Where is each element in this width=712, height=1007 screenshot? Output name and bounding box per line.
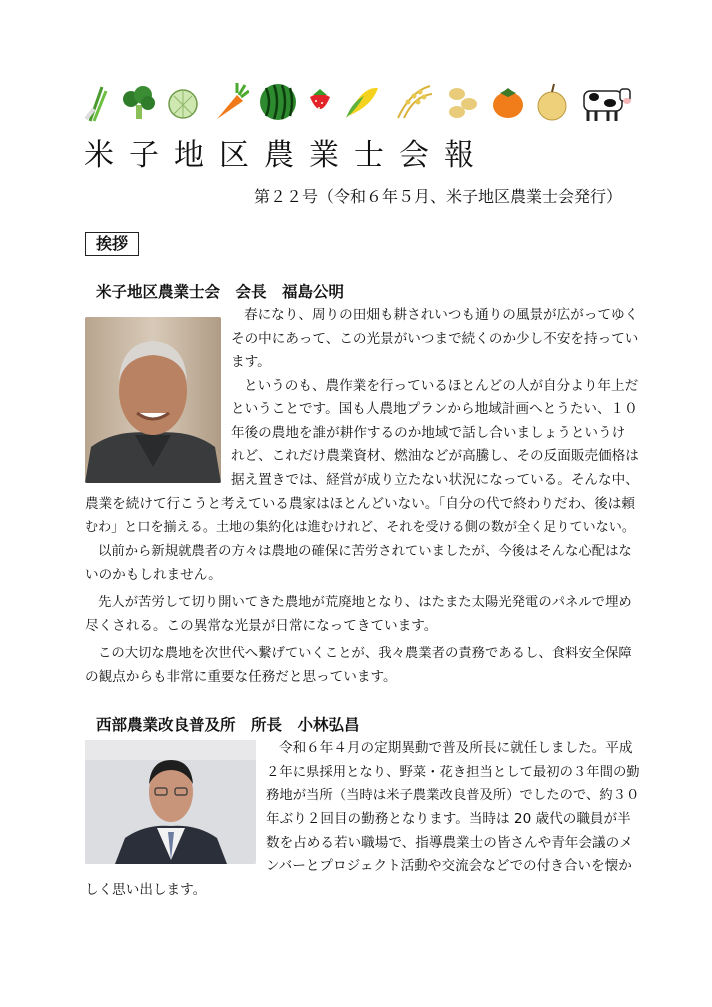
strawberry-icon — [307, 87, 333, 117]
chairman-photo — [85, 317, 221, 483]
carrot-icon — [209, 81, 249, 123]
director-photo — [85, 740, 256, 864]
green-onion-icon — [82, 81, 112, 123]
section-label: 挨拶 — [85, 232, 139, 256]
rice-icon — [392, 82, 436, 122]
issue-info: 第２２号（令和６年５月、米子地区農業士会発行） — [253, 187, 622, 206]
greeting2-heading: 西部農業改良普及所 所長 小林弘昌 — [96, 716, 360, 734]
watermelon-icon — [258, 82, 298, 122]
pear-icon — [535, 82, 569, 122]
newsletter-title: 米子地区農業士会報 — [84, 138, 489, 173]
cow-icon — [578, 81, 632, 123]
beans-icon — [445, 84, 481, 120]
header-icons — [82, 78, 632, 126]
cabbage-icon — [166, 84, 200, 120]
broccoli-icon — [121, 83, 157, 121]
persimmon-icon — [490, 84, 526, 120]
corn-icon — [342, 82, 382, 122]
greeting1-heading: 米子地区農業士会 会長 福島公明 — [96, 283, 345, 301]
